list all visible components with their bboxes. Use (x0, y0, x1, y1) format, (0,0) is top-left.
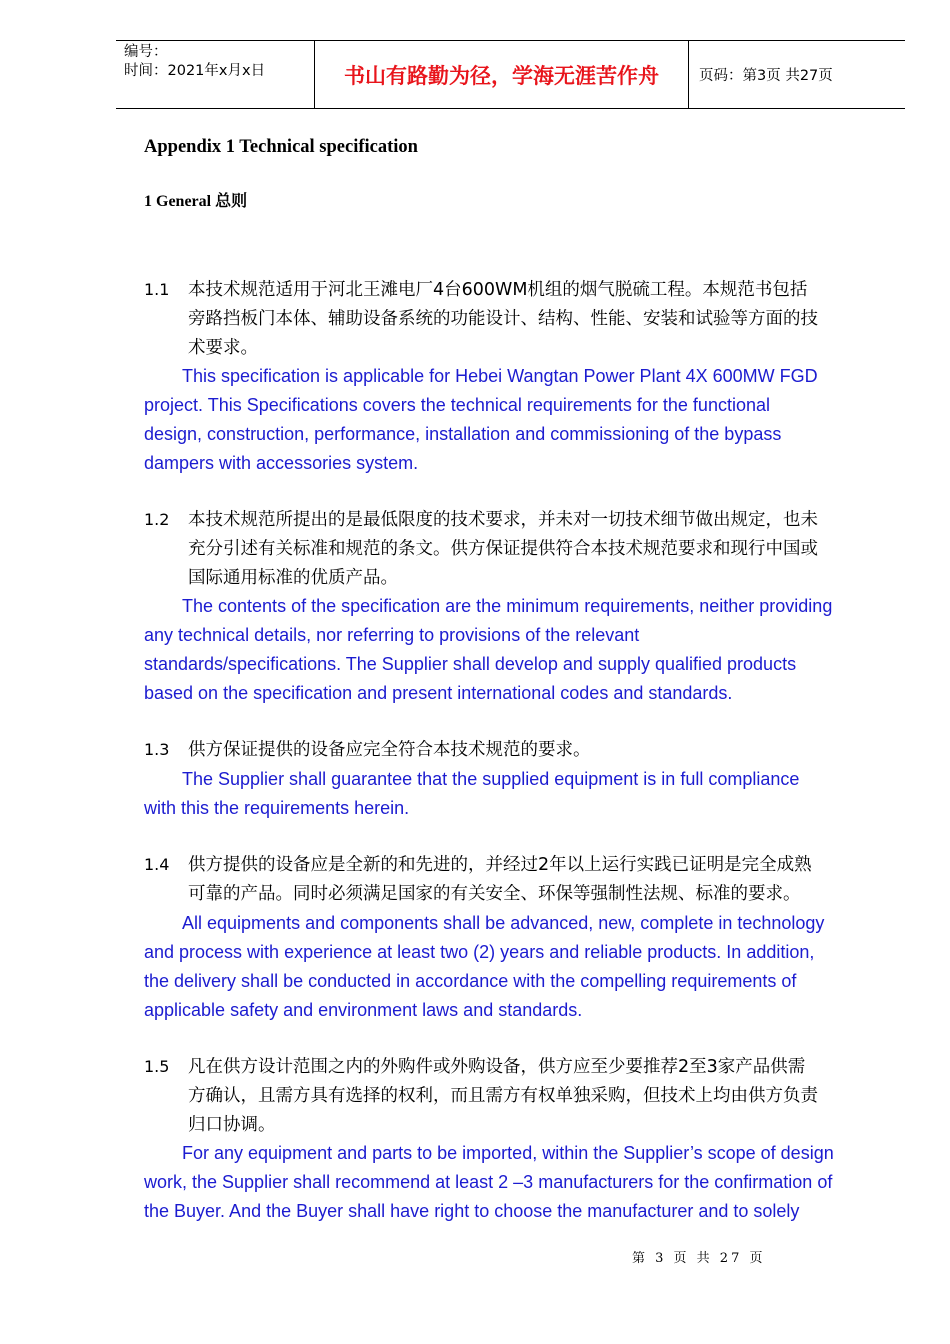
page-header (116, 40, 905, 109)
header-meta (116, 41, 315, 108)
cn-line: 可靠的产品。同时必须满足国家的有关安全、环保等强制性法规、标准的要求。 (188, 883, 801, 904)
time-label: 时间：2021年x月x日 (124, 63, 266, 79)
section-1-4 (144, 851, 884, 1025)
section-1-2 (144, 506, 884, 708)
cn-line: 旁路挡板门本体、辅助设备系统的功能设计、结构、性能、安装和试验等方面的技 (188, 308, 818, 329)
en-line: The contents of the specification are the minimum requirements, neither providing (182, 596, 833, 617)
cn-line: 术要求。 (188, 337, 258, 358)
section-number: 1.5 (144, 1057, 170, 1076)
cn-line: 1.2 本技术规范所提出的是最低限度的技术要求，并未对一切技术细节做出规定，也未 (144, 506, 884, 535)
section-1-1 (144, 276, 884, 478)
cn-line: 1.5 凡在供方设计范围之内的外购件或外购设备，供方应至少要推荐2至3家产品供需 (144, 1053, 884, 1082)
cn-line: 充分引述有关标准和规范的条文。供方保证提供符合本技术规范要求和现行中国或 (188, 538, 818, 559)
section-number: 1.2 (144, 510, 170, 529)
en-line: The Supplier shall guarantee that the supplied equipment is in full compliance (182, 768, 800, 789)
cn-line: 1.4 供方提供的设备应是全新的和先进的，并经过2年以上运行实践已证明是完全成熟 (144, 851, 884, 880)
en-line: This specification is applicable for Hebei Wangtan Power Plant 4X 600MW FGD (182, 366, 818, 387)
section-1-5 (144, 1053, 884, 1226)
en-line: All equipments and components shall be advanced, new, complete in technology (182, 912, 825, 933)
en-line: the delivery shall be conducted in accordance with the compelling requirements of (144, 970, 797, 991)
section-number: 1.4 (144, 855, 170, 874)
section-1-3 (144, 736, 884, 823)
header-page-info: 页码：第3页 共27页 (699, 68, 833, 84)
section-number: 1.3 (144, 740, 170, 759)
en-line: based on the specification and present international codes and standards. (144, 683, 733, 704)
cn-line: 1.1 本技术规范适用于河北王滩电厂4台600WM机组的烟气脱硫工程。本规范书包括 (144, 276, 884, 305)
number-label: 编号： (124, 44, 168, 60)
cn-line: 归口协调。 (188, 1114, 276, 1135)
en-line: For any equipment and parts to be imported, within the Supplier’s scope of design (182, 1143, 834, 1164)
page-footer: 第 3 页 共 27 页 (632, 1251, 766, 1266)
header-motto: 书山有路勤为径，学海无涯苦作舟 (315, 41, 689, 108)
section-heading: 1 General 总则 (144, 193, 248, 210)
en-line: with this the requirements herein. (144, 797, 410, 818)
document-title: Appendix 1 Technical specification (144, 137, 418, 157)
en-line: standards/specifications. The Supplier shall develop and supply qualified products (144, 654, 797, 675)
en-line: design, construction, performance, installation and commissioning of the bypass (144, 424, 782, 445)
en-line: project. This Specifications covers the technical requirements for the functional (144, 395, 770, 416)
en-line: and process with experience at least two (2) years and reliable products. In addition, (144, 941, 815, 962)
cn-line: 1.3 供方保证提供的设备应完全符合本技术规范的要求。 (144, 736, 884, 765)
en-line: dampers with accessories system. (144, 453, 419, 474)
en-line: work, the Supplier shall recommend at least 2 –3 manufacturers for the confirmation of (144, 1172, 833, 1193)
en-line: any technical details, nor referring to provisions of the relevant (144, 625, 640, 646)
cn-line: 方确认，且需方具有选择的权利，而且需方有权单独采购，但技术上均由供方负责 (188, 1085, 818, 1106)
section-number: 1.1 (144, 280, 170, 299)
en-line: the Buyer. And the Buyer shall have right to choose the manufacturer and to solely (144, 1201, 800, 1222)
cn-line: 国际通用标准的优质产品。 (188, 567, 398, 588)
en-line: applicable safety and environment laws and standards. (144, 999, 583, 1020)
